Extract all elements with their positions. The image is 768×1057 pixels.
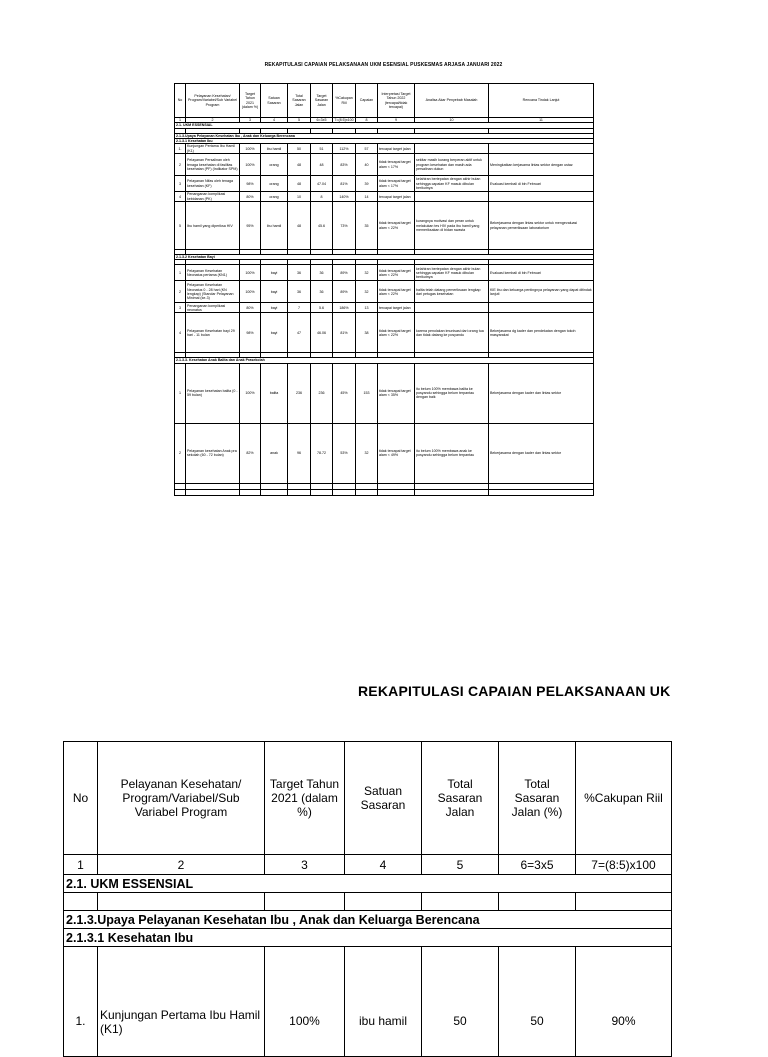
table-cell: bayi <box>261 313 288 353</box>
table-row <box>175 281 594 303</box>
table-row <box>175 154 594 176</box>
table-cell: 48 <box>288 154 311 176</box>
header-cell: Total Sasaran Jalan <box>422 742 499 855</box>
table-cell: 36 <box>311 281 333 303</box>
index-cell: 7=(8:5)x100 <box>576 855 672 875</box>
thumbnail-title: REKAPITULASI CAPAIAN PELAKSANAAN UKM ESENSIAL PUSKESMAS ARJASA JANUARI 2022 <box>264 62 503 68</box>
table-cell: 82% <box>240 423 261 483</box>
table-cell: balita telah datang pemeriksaan lengkap dari petugas kesehatan <box>415 281 489 303</box>
table-cell <box>489 303 594 313</box>
table-cell: 80% <box>240 303 261 313</box>
table-cell: 8 <box>311 192 333 202</box>
table-cell: KIE ibu dan keluarga pentingnya pelayanan yang dapat ditindak lanjuti <box>489 281 594 303</box>
table-cell: Pelayanan Nifas oleh tenaga kesehatan (KF) <box>186 176 240 192</box>
table-cell: 83% <box>333 154 356 176</box>
table-cell: 96 <box>288 423 311 483</box>
table-cell: 50 <box>288 144 311 154</box>
table-cell: tercapai target jalan <box>378 144 415 154</box>
table-cell: 81% <box>333 313 356 353</box>
table-cell: sekitar masih kurang berperan aktif untuk program kesehatan dan masih ada persalinan dukun <box>415 154 489 176</box>
table-row <box>175 303 594 313</box>
table-cell: 2 <box>175 154 186 176</box>
table-cell: Evaluasi kembali di bln Februari <box>489 176 594 192</box>
section-label: 2.1.3.Upaya Pelayanan Kesehatan Ibu , Anak dan Keluarga Berencana <box>64 911 672 929</box>
table-cell: orang <box>261 154 288 176</box>
table-cell: ibu hamil <box>261 202 288 250</box>
table-row <box>175 144 594 154</box>
header-cell: Capaian <box>356 84 378 118</box>
header-cell: Pelayanan Kesehatan/ Program/Variabel/Sub Variabel Program <box>186 84 240 118</box>
index-cell: 5 <box>288 118 311 123</box>
index-cell: 3 <box>265 855 345 875</box>
section-row <box>64 911 672 929</box>
table-cell: karena penolakan imunisasi dari orang tua dan tidak datang ke posyandu <box>415 313 489 353</box>
table-cell: orang <box>261 192 288 202</box>
table-cell: balita <box>261 363 288 423</box>
table-cell: 80% <box>240 192 261 202</box>
document-thumbnail <box>174 62 593 496</box>
table-cell: 78.72 <box>311 423 333 483</box>
table-cell <box>415 144 489 154</box>
table-cell: 51 <box>311 144 333 154</box>
table-cell: kurangnya motivasi dan peran untuk melakukan tes HIV pada ibu hamil yang memeriksakan di bidan swasta <box>415 202 489 250</box>
table-cell: 47 <box>288 313 311 353</box>
table-cell: Kunjungan Pertama Ibu Hamil (K1) <box>186 144 240 154</box>
header-cell: Pelayanan Kesehatan/ Program/Variabel/Sub Variabel Program <box>98 742 265 855</box>
table-cell: Meningkatkan kerjasama lintas sektor dengan ustaz <box>489 154 594 176</box>
table-cell: tidak tercapai target alam < 17% <box>378 154 415 176</box>
table-cell: 1 <box>175 363 186 423</box>
table-cell: tercapai target jalan <box>378 303 415 313</box>
section-label: 2.1. UKM ESSENSIAL <box>175 123 594 128</box>
table-cell: itu belum 100% membawa balita ke posyandu sehingga belum terpantau dengan baik <box>415 363 489 423</box>
table-cell: 39 <box>356 176 378 192</box>
header-cell: No <box>175 84 186 118</box>
table-row <box>175 202 594 250</box>
table-cell: 48 <box>288 176 311 192</box>
zoomed-header-row <box>64 742 672 855</box>
table-cell: 48 <box>288 202 311 250</box>
header-cell: Interpretasi Target Tahun 2022 (tercapai/tidak tercapai) <box>378 84 415 118</box>
table-cell: 1. <box>64 947 98 1057</box>
table-cell: 153 <box>356 363 378 423</box>
header-cell: Total Sasaran Jalan (%) <box>499 742 576 855</box>
table-row <box>175 313 594 353</box>
empty-row <box>64 893 672 911</box>
table-cell: tercapai target jalan <box>378 192 415 202</box>
table-cell: Pelayanan Persalinan oleh tenaga kesehatan di fasilitas kesehatan (PF) (Indikator SPM) <box>186 154 240 176</box>
table-cell: tidak tercapai target alam < 22% <box>378 313 415 353</box>
table-cell: 236 <box>288 363 311 423</box>
table-cell: 140% <box>333 192 356 202</box>
table-cell: anak <box>261 423 288 483</box>
table-row <box>175 363 594 423</box>
table-cell: Bekerjasama dengan kader dan lintas sektor <box>489 363 594 423</box>
table-cell: 57 <box>356 144 378 154</box>
table-cell: orang <box>261 176 288 192</box>
table-cell: Pelayanan kesehatan balita (0 - 59 bulan) <box>186 363 240 423</box>
table-cell: 100% <box>240 265 261 281</box>
table-cell: 5 <box>175 202 186 250</box>
index-cell: 10 <box>415 118 489 123</box>
index-cell: 5 <box>422 855 499 875</box>
table-cell: Bekerjasama dg kader dan pendekatan dengan tokoh masyarakat <box>489 313 594 353</box>
index-cell: 4 <box>261 118 288 123</box>
table-cell: 95% <box>240 202 261 250</box>
section-label: 2.1. UKM ESSENSIAL <box>64 875 672 893</box>
header-cell: %Cakupan Riil <box>333 84 356 118</box>
index-cell: 1 <box>175 118 186 123</box>
table-cell: Pelayanan Kesehatan Neonatus pertama (KN1) <box>186 265 240 281</box>
table-cell: 36 <box>288 265 311 281</box>
table-cell: 7 <box>288 303 311 313</box>
table-cell: Bekerjasama dengan kader dan lintas sektor <box>489 423 594 483</box>
header-cell: Target Sasaran Jalan <box>311 84 333 118</box>
table-cell: 13 <box>356 303 378 313</box>
section-label: 2.1.3.1 Kesehatan Ibu <box>175 138 594 143</box>
table-row <box>175 265 594 281</box>
header-cell: Analisa Akar Penyebab Masalah <box>415 84 489 118</box>
table-cell: 47.04 <box>311 176 333 192</box>
table-cell: tidak tercapai target alam < 35% <box>378 363 415 423</box>
table-cell: 100% <box>240 363 261 423</box>
table-cell <box>415 192 489 202</box>
table-cell: Penanganan komplikasi neonatus <box>186 303 240 313</box>
index-cell: 6=3x5 <box>499 855 576 875</box>
index-cell: 4 <box>345 855 422 875</box>
table-cell: 50 <box>499 947 576 1057</box>
table-cell: Evaluasi kembali di bln Februari <box>489 265 594 281</box>
index-cell: 11 <box>489 118 594 123</box>
header-cell: Satuan Sasaran <box>261 84 288 118</box>
section-label: 2.1.3.Upaya Pelayanan Kesehatan Ibu , Anak dan Keluarga Berencana <box>175 133 594 138</box>
table-row <box>175 192 594 202</box>
table-cell: Ibu hamil yang diperiksa HIV <box>186 202 240 250</box>
index-cell: 2 <box>98 855 265 875</box>
table-cell: 50 <box>422 947 499 1057</box>
thumbnail-table <box>174 83 594 496</box>
table-cell: 1. <box>175 144 186 154</box>
table-cell: 48 <box>311 154 333 176</box>
header-cell: Target Tahun 2021 (dalam %) <box>240 84 261 118</box>
table-cell <box>489 144 594 154</box>
index-cell: 6=3x5 <box>311 118 333 123</box>
table-cell: 3 <box>175 303 186 313</box>
table-row <box>175 176 594 192</box>
table-cell: tidak tercapai target alam < 17% <box>378 176 415 192</box>
table-cell: tidak tercapai target alam < 49% <box>378 423 415 483</box>
table-cell: tidak tercapai target alam < 22% <box>378 265 415 281</box>
table-cell: 45% <box>333 363 356 423</box>
header-cell: Total Sasaran Jalan <box>288 84 311 118</box>
table-cell: 36 <box>288 281 311 303</box>
table-cell: 46.06 <box>311 313 333 353</box>
table-cell: 32 <box>356 281 378 303</box>
table-cell: 100% <box>240 144 261 154</box>
index-cell: 3 <box>240 118 261 123</box>
table-cell: 45.6 <box>311 202 333 250</box>
table-cell: 5.6 <box>311 303 333 313</box>
index-cell: 7=(8:5)x100 <box>334 118 354 122</box>
table-cell: 4 <box>175 192 186 202</box>
table-cell: 53% <box>333 423 356 483</box>
table-cell: 32 <box>356 423 378 483</box>
table-cell: 35 <box>356 202 378 250</box>
table-cell: Bekerjasama dengan lintas sektor untuk mengevaluasi pelayanan pemeriksaan laboratorium <box>489 202 594 250</box>
table-cell: 10 <box>288 192 311 202</box>
table-cell: 89% <box>333 281 356 303</box>
header-cell: No <box>64 742 98 855</box>
zoomed-title: REKAPITULASI CAPAIAN PELAKSANAAN UK <box>358 683 671 699</box>
table-cell: Pelayanan kesehatan Anak pra sekolah (60 - 72 bulan) <box>186 423 240 483</box>
table-cell: 2 <box>175 281 186 303</box>
table-cell: bayi <box>261 281 288 303</box>
table-cell: 90% <box>576 947 672 1057</box>
section-label: 2.1.3.1 Kesehatan Ibu <box>64 929 672 947</box>
table-cell: 100% <box>265 947 345 1057</box>
table-cell: 100% <box>240 154 261 176</box>
index-cell: 9 <box>378 118 415 123</box>
table-cell: Kunjungan Pertama Ibu Hamil (K1) <box>98 947 265 1057</box>
table-cell: 2 <box>175 423 186 483</box>
table-cell: tidak tercapai target alam < 22% <box>378 202 415 250</box>
table-cell: 186% <box>333 303 356 313</box>
index-cell: 8 <box>356 118 378 123</box>
zoomed-table <box>63 741 672 1057</box>
table-cell: 73% <box>333 202 356 250</box>
table-row <box>175 423 594 483</box>
table-cell: bayi <box>261 303 288 313</box>
table-cell: kelahiran bertepatan dengan akhir bulan sehingga capaian KF masuk dibulan berikutnya <box>415 176 489 192</box>
section-row <box>64 875 672 893</box>
table-cell: 98% <box>240 313 261 353</box>
index-cell: 2 <box>186 118 240 123</box>
table-cell: 100% <box>240 281 261 303</box>
table-cell: 3 <box>175 176 186 192</box>
empty-row <box>175 489 594 495</box>
table-cell: 236 <box>311 363 333 423</box>
table-cell: 81% <box>333 176 356 192</box>
table-cell: 32 <box>356 265 378 281</box>
table-cell: Pelayanan Kesehatan bayi 29 hari - 11 bulan <box>186 313 240 353</box>
table-cell: kelahiran bertepatan dengan akhir bulan sehingga capaian KF masuk dibulan berikutnya <box>415 265 489 281</box>
section-label: 2.1.3.3. Kesehatan Anak Balita dan Anak Prasekolah <box>175 358 594 363</box>
table-cell: bayi <box>261 265 288 281</box>
table-cell: 40 <box>356 154 378 176</box>
table-cell: 38 <box>356 313 378 353</box>
index-cell: 1 <box>64 855 98 875</box>
header-cell: %Cakupan Riil <box>576 742 672 855</box>
header-cell: Satuan Sasaran <box>345 742 422 855</box>
section-label: 2.1.3.2 Kesehatan Bayi <box>175 255 594 260</box>
header-cell: Target Tahun 2021 (dalam %) <box>265 742 345 855</box>
section-row <box>64 929 672 947</box>
table-cell: itu belum 100% membawa anak ke posyandu sehingga belum terpantau <box>415 423 489 483</box>
table-cell: Penanganan komplikasi kebidanan (PK) <box>186 192 240 202</box>
index-row <box>64 855 672 875</box>
table-row <box>64 947 672 1057</box>
table-cell: 36 <box>311 265 333 281</box>
thumbnail-header-row <box>175 84 594 118</box>
table-cell: 14 <box>356 192 378 202</box>
table-cell <box>489 192 594 202</box>
header-cell: Rencana Tindak Lanjut <box>489 84 594 118</box>
table-cell: ibu hamil <box>345 947 422 1057</box>
table-cell <box>415 303 489 313</box>
table-cell: 98% <box>240 176 261 192</box>
table-cell: 112% <box>333 144 356 154</box>
table-cell: 1 <box>175 265 186 281</box>
table-cell: 4 <box>175 313 186 353</box>
table-cell: 89% <box>333 265 356 281</box>
table-cell: Pelayanan Kesehatan Neonatus 0 - 28 hari (KN lengkap) (Standar Pelayanan Minimal (ke-3) <box>186 281 240 303</box>
table-cell: ibu hamil <box>261 144 288 154</box>
table-cell: tidak tercapai target alam < 22% <box>378 281 415 303</box>
